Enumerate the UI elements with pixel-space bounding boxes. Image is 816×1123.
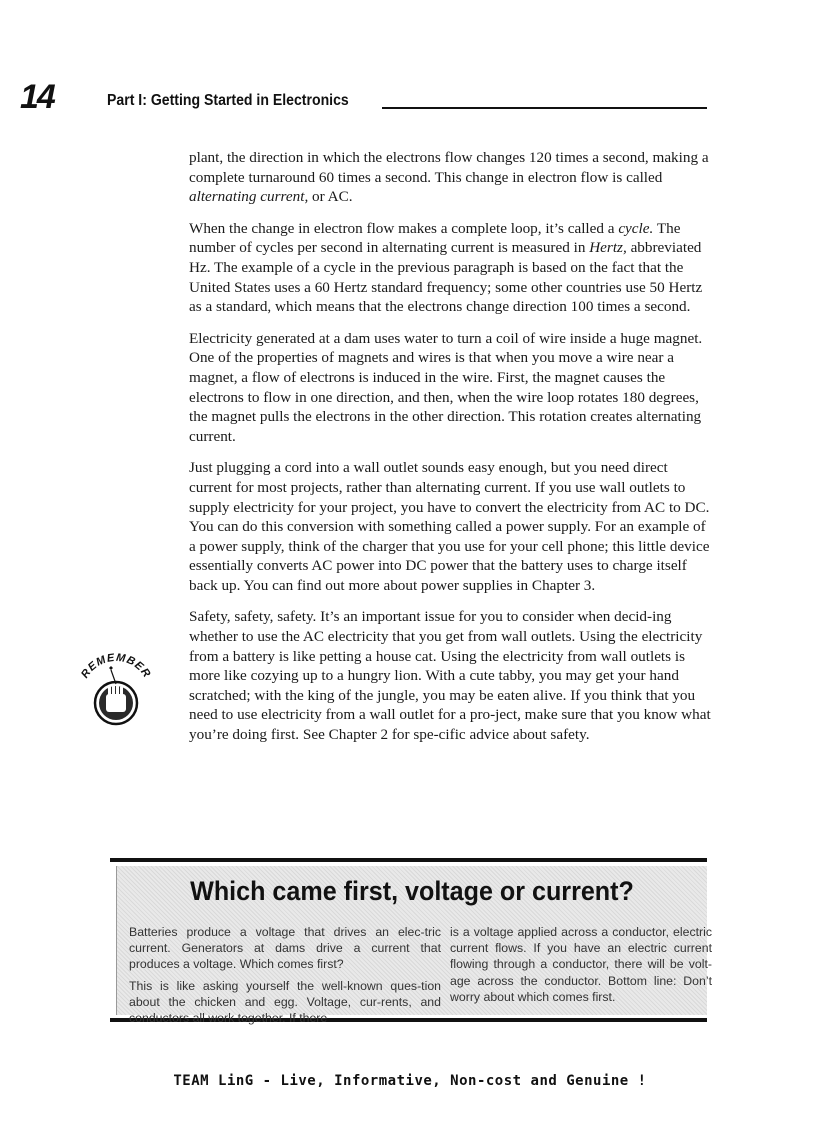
p2-text-b: The number of cycles per second in alternating current is measured in (189, 219, 681, 257)
body-text (189, 148, 711, 757)
p1-italic-term: alternating current, (189, 188, 309, 206)
sidebar-left-paragraph-1: Batteries produce a voltage that drives an elec-tric current. Generators at dams drive a current that produces a voltage. Which comes first? (129, 925, 441, 972)
sidebar-right-column (450, 924, 712, 1010)
sidebar-box (110, 858, 712, 1026)
remember-icon (75, 648, 157, 730)
sidebar-background (116, 866, 712, 1026)
paragraph-5: Safety, safety, safety. It’s an important issue for you to consider when decid-ing whether to use the AC electricity that you get from wall outlets. Using the electricity from a battery is like petting a house cat. Using the electricity from wall outlets is more like cozying up to a hungry lion. With a cute tabby, you may get your hand scratched; with the king of the jungle, you may be eaten alive. If you think that you need to use electricity from a wall outlet for a pro-ject, make sure that you know what you’re doing first. See Chapter 2 for spe-cific advice about safety. (189, 608, 711, 744)
page-number: 14 (20, 78, 54, 116)
footer-watermark: TEAM LinG - Live, Informative, Non-cost and Genuine ! (173, 1073, 647, 1089)
paragraph-2 (189, 219, 711, 317)
p1-text-end: or AC. (308, 188, 353, 206)
p2-italic-cycle: cycle. (618, 219, 654, 237)
p1-text: plant, the direction in which the electrons flow changes 120 times a second, making a complete turnaround 60 times a second. This change in electron flow is called (189, 149, 709, 186)
sidebar-left-paragraph-2: This is like asking yourself the well-known ques-tion about the chicken and egg. Voltage, cur-rents, and conductors all work together. If there (129, 978, 441, 1026)
remember-label: REMEMBER (79, 651, 153, 681)
svg-text:REMEMBER (79, 652, 153, 681)
p2-text-a: When the change in electron flow makes a complete loop, it’s called a (189, 219, 619, 237)
sidebar-title: Which came first, voltage or current? (190, 876, 634, 906)
sidebar-right-paragraph-1: is a voltage applied across a conductor, electric current flows. If you have an electric current flowing through a conductor, there will be volt-age across the conductor. Bottom line: Don’t worry about which comes first. (450, 925, 712, 1004)
paragraph-3: Electricity generated at a dam uses water to turn a coil of wire inside a huge magnet. One of the properties of magnets and wires is that when you move a wire near a magnet, a flow of electrons is induced in the wire. First, the magnet causes the electrons to flow in one direction, and then, when the wire loop rotates 180 degrees, the magnet pulls the electrons in the other direction. This rotation creates alternating current. (189, 329, 703, 445)
sidebar-left-column (129, 924, 441, 1031)
paragraph-1 (189, 148, 711, 207)
p2-text-c: abbreviated Hz. The example of a cycle in the previous paragraph is based on the fact that the United States uses a 60 Hertz standard frequency; some other countries use 50 Hertz as a standard, which means that the electrons change direction 100 times a second. (189, 239, 703, 316)
p2-italic-hertz: Hertz, (589, 239, 627, 257)
header-rule (382, 107, 707, 109)
running-head: Part I: Getting Started in Electronics (107, 92, 349, 109)
paragraph-4: Just plugging a cord into a wall outlet sounds easy enough, but you need direct current for most projects, rather than alternating current. If you use wall outlets to supply electricity for your project, you have to convert the electricity from AC to DC. You can do this conversion with something called a power supply. For an example of a power supply, think of the charger that you use for your cell phone; this little device essentially converts AC power into DC power that the battery uses to charge itself back up. You can find out more about power supplies in Chapter 3. (189, 459, 710, 594)
